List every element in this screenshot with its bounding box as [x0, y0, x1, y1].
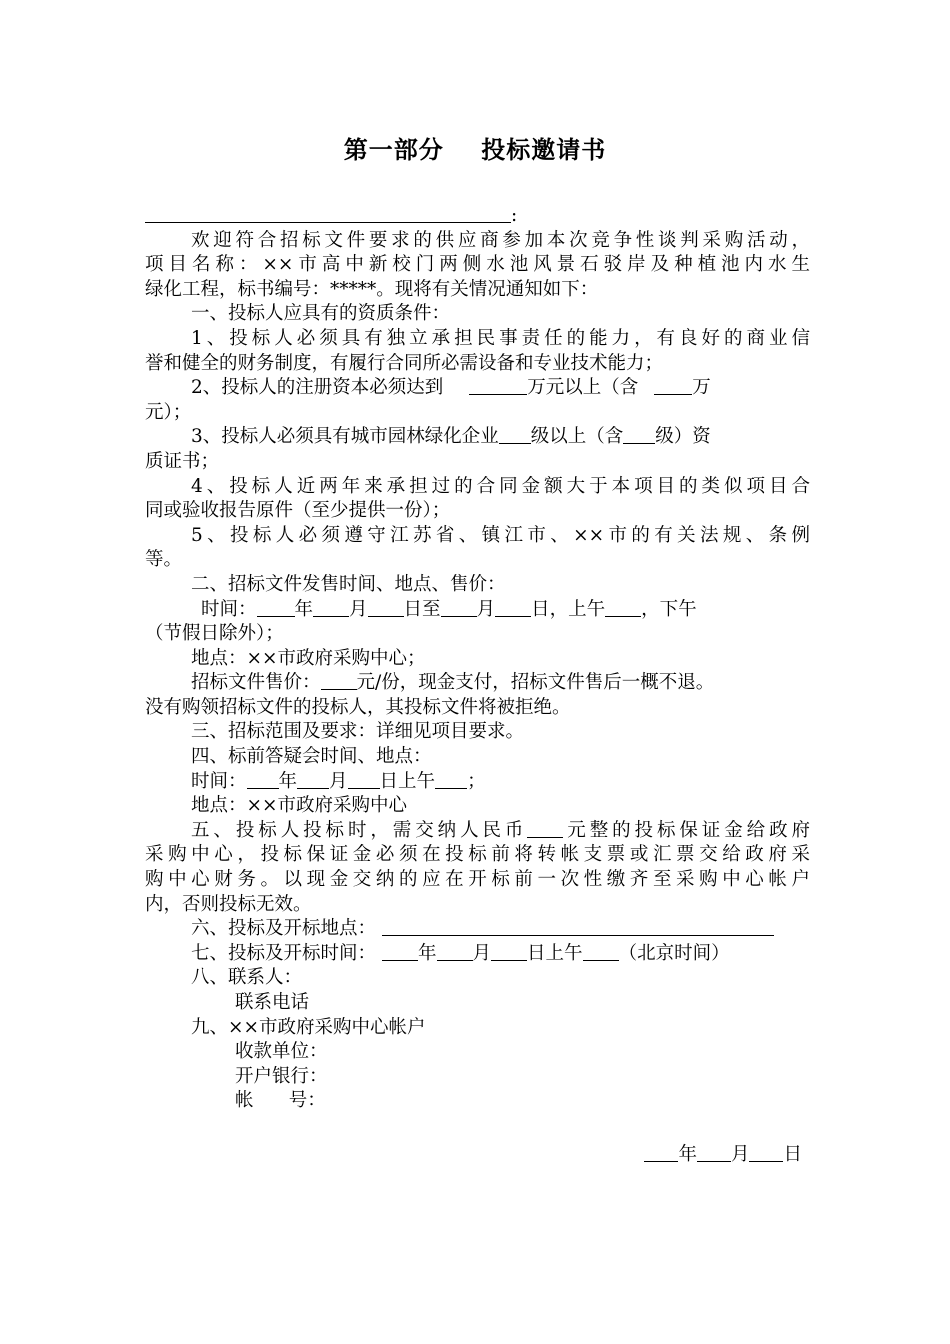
- item3-text-a: 3、投标人必须具有城市园林绿化企业: [191, 426, 499, 448]
- salutation-blank: [145, 204, 511, 223]
- sign-year-label: 年: [678, 1144, 697, 1165]
- section8-phone: 联系电话: [235, 992, 310, 1013]
- document-title: 第一部分 投标邀请书: [343, 136, 607, 164]
- section9-bank: 开户银行：: [235, 1065, 328, 1087]
- section1-item5-line1: 5、投标人必须遵守江苏省、镇江市、××市的有关法规、条例: [191, 524, 810, 546]
- grade-blank: [499, 425, 531, 444]
- section1-item5-line2: 等。: [145, 549, 183, 571]
- section2-heading: 二、招标文件发售时间、地点、售价：: [191, 573, 506, 595]
- qa-day-am-label: 日上午: [379, 770, 436, 792]
- month-label-2: 月: [476, 598, 496, 620]
- item3-text-b: 级以上（含: [530, 426, 624, 448]
- section4-place: 地点：××市政府采购中心: [191, 795, 408, 817]
- item3-text-c: 级）资: [655, 426, 711, 448]
- bid-year-blank: [382, 942, 418, 961]
- deposit-amount-blank: [527, 819, 563, 838]
- section4-heading: 四、标前答疑会时间、地点：: [191, 746, 432, 768]
- section3: 三、招标范围及要求：详细见项目要求。: [191, 721, 525, 743]
- qa-end: ；: [467, 770, 486, 792]
- item2-text-b: 万元以上（含: [527, 377, 639, 399]
- grade-incl-blank: [623, 425, 655, 444]
- qa-time-label: 时间：: [191, 770, 247, 792]
- sign-day-label: 日: [783, 1144, 802, 1165]
- section1-item3-line2: 质证书；: [145, 450, 220, 472]
- month-label: 月: [349, 598, 368, 620]
- sale-end-month-blank: [441, 598, 477, 617]
- section5-line3: 购中心财务。以现金交纳的应在开标前一次性缴齐至采购中心帐户: [145, 869, 810, 891]
- section2-place: 地点：××市政府采购中心；: [191, 647, 426, 669]
- document-body: [145, 204, 810, 1114]
- price-label: 招标文件售价：: [191, 672, 321, 694]
- bid-day-blank: [491, 942, 527, 961]
- day-label: 日，: [531, 598, 569, 620]
- bid-am-blank: [583, 942, 619, 961]
- section9-account: 帐 号：: [235, 1090, 326, 1112]
- section9-payee: 收款单位：: [235, 1041, 328, 1063]
- section4-time-line: [145, 770, 810, 795]
- bid-place-label: 六、投标及开标地点：: [191, 918, 377, 940]
- price-text: 元/份，现金支付，招标文件售后一概不退。: [356, 672, 715, 694]
- salutation-colon: :: [511, 205, 518, 226]
- section1-item1-line2: 誉和健全的财务制度，有履行合同所必需设备和专业技术能力；: [145, 352, 664, 374]
- section5-line4: 内，否则投标无效。: [145, 893, 312, 915]
- sale-start-day-blank: [368, 598, 404, 617]
- salutation-line: [145, 204, 810, 229]
- section5-line2: 采购中心，投标保证金必须在投标前将转帐支票或汇票交给政府采: [145, 844, 810, 866]
- capital-incl-blank: [654, 376, 692, 395]
- price-blank: [321, 671, 357, 690]
- section9-heading: 九、××市政府采购中心帐户: [191, 1016, 426, 1038]
- sale-start-month-blank: [313, 598, 349, 617]
- bid-month-label: 月: [472, 942, 492, 964]
- section1-item2-line1: [145, 376, 810, 401]
- beijing-time-label: （北京时间）: [618, 942, 730, 964]
- section1-item4-line2: 同或验收报告原件（至少提供一份）；: [145, 500, 451, 522]
- bid-day-am-label: 日上午: [527, 942, 583, 964]
- section1-item1-line1: 1、投标人必须具有独立承担民事责任的能力，有良好的商业信: [191, 327, 810, 349]
- bid-place-blank: [382, 917, 774, 936]
- section7-line: [145, 942, 810, 967]
- year-label: 年: [294, 598, 314, 620]
- qa-month-label: 月: [329, 770, 348, 792]
- section2-holiday: （节假日除外）；: [145, 623, 284, 645]
- section1-item3-line1: [145, 425, 810, 450]
- section8-heading: 八、联系人：: [191, 967, 303, 989]
- intro-line-1: 欢迎符合招标文件要求的供应商参加本次竞争性谈判采购活动，: [191, 229, 810, 251]
- section1-item4-line1: 4、投标人近两年来承担过的合同金额大于本项目的类似项目合: [191, 475, 810, 497]
- am-label: 上午: [568, 598, 606, 620]
- qa-year-label: 年: [278, 770, 298, 792]
- intro-line-3: 绿化工程，标书编号：*****。现将有关情况通知如下：: [145, 278, 599, 300]
- sign-year-blank: [644, 1143, 678, 1162]
- item2-text-c: 万: [692, 377, 711, 399]
- bid-time-label: 七、投标及开标时间：: [191, 942, 377, 964]
- bid-year-label: 年: [418, 942, 437, 964]
- day-to-label: 日至: [403, 598, 441, 620]
- section1-heading: 一、投标人应具有的资质条件：: [191, 303, 451, 325]
- pm-label: ，下午: [641, 598, 697, 620]
- am-blank: [605, 598, 641, 617]
- bid-month-blank: [437, 942, 473, 961]
- qa-am-blank: [435, 770, 467, 789]
- qa-month-blank: [297, 770, 329, 789]
- qa-year-blank: [247, 770, 279, 789]
- section2-price-line1: [145, 671, 810, 696]
- section2-time-line: [145, 598, 810, 623]
- signature-date: [644, 1143, 802, 1168]
- sign-month-blank: [697, 1143, 731, 1162]
- deposit-text-a: 五、投标人投标时，需交纳人民币: [191, 819, 528, 841]
- section2-price-line2: 没有购领招标文件的投标人，其投标文件将被拒绝。: [145, 696, 571, 718]
- sign-day-blank: [749, 1143, 783, 1162]
- deposit-text-b: 元整的投标保证金给政府: [563, 819, 810, 841]
- sign-month-label: 月: [730, 1144, 750, 1165]
- section5-line1: [145, 819, 810, 844]
- section6-line: [145, 917, 810, 942]
- item2-text-a: 2、投标人的注册资本必须达到: [191, 377, 444, 399]
- sale-start-year-blank: [257, 598, 295, 617]
- capital-blank: [469, 376, 527, 395]
- qa-day-blank: [348, 770, 380, 789]
- intro-line-2: 项目名称：××市高中新校门两侧水池风景石驳岸及种植池内水生: [145, 254, 810, 276]
- sale-end-day-blank: [495, 598, 531, 617]
- section1-item2-line2: 元）；: [145, 401, 192, 423]
- time-label: 时间：: [201, 598, 257, 620]
